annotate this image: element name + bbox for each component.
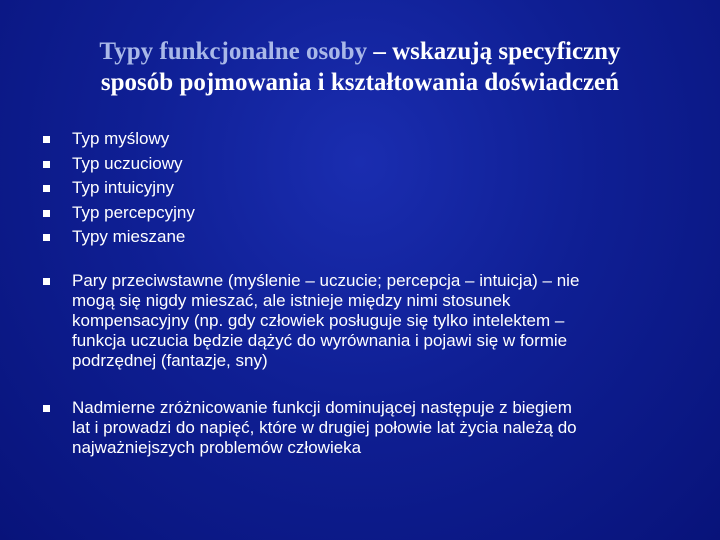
list-item-text: Typ intuicyjny <box>72 178 175 197</box>
paragraph-line: Nadmierne zróżnicowanie funkcji dominującej następuje z biegiem <box>72 398 572 417</box>
paragraph-line: najważniejszych problemów człowieka <box>72 438 362 457</box>
list-item <box>40 225 690 250</box>
paragraph-line: funkcja uczucia będzie dążyć do wyrównania i pojawi się w formie <box>72 331 568 350</box>
list-item <box>40 176 690 201</box>
paragraph-line: lat i prowadzi do napięć, które w drugiej połowie lat życia należą do <box>72 418 577 437</box>
list-item <box>40 271 690 371</box>
bullet-square-icon <box>43 405 50 412</box>
slide-title <box>20 36 700 98</box>
bullet-square-icon <box>43 234 50 241</box>
bullet-square-icon <box>43 278 50 285</box>
types-list <box>40 127 690 250</box>
list-item <box>40 201 690 226</box>
bullet-square-icon <box>43 161 50 168</box>
bullet-square-icon <box>43 210 50 217</box>
list-item-text: Typ myślowy <box>72 129 170 148</box>
list-item-text: Typ percepcyjny <box>72 202 195 222</box>
paragraph-line: podrzędnej (fantazje, sny) <box>72 351 268 370</box>
list-item <box>40 398 690 458</box>
paragraph-line: kompensacyjny (np. gdy człowiek posługuje się tylko intelektem – <box>72 311 565 330</box>
list-item <box>40 152 690 177</box>
title-line-1 <box>20 36 700 67</box>
title-rest: – wskazują specyficzny <box>367 38 621 65</box>
pairs-paragraph <box>40 271 690 371</box>
bullet-square-icon <box>43 136 50 143</box>
paragraph-line: mogą się nigdy mieszać, ale istnieje między nimi stosunek <box>72 291 511 310</box>
paragraph-line: Pary przeciwstawne (myślenie – uczucie; percepcja – intuicja) – nie <box>72 271 580 290</box>
differentiation-paragraph <box>40 398 690 458</box>
bullet-square-icon <box>43 185 50 192</box>
list-item-text: Typy mieszane <box>72 227 186 246</box>
title-accent: Typy funkcjonalne osoby <box>99 38 368 65</box>
list-item <box>40 127 690 152</box>
list-item-text: Typ uczuciowy <box>72 153 183 173</box>
title-line-2: sposób pojmowania i kształtowania doświadczeń <box>100 69 620 96</box>
